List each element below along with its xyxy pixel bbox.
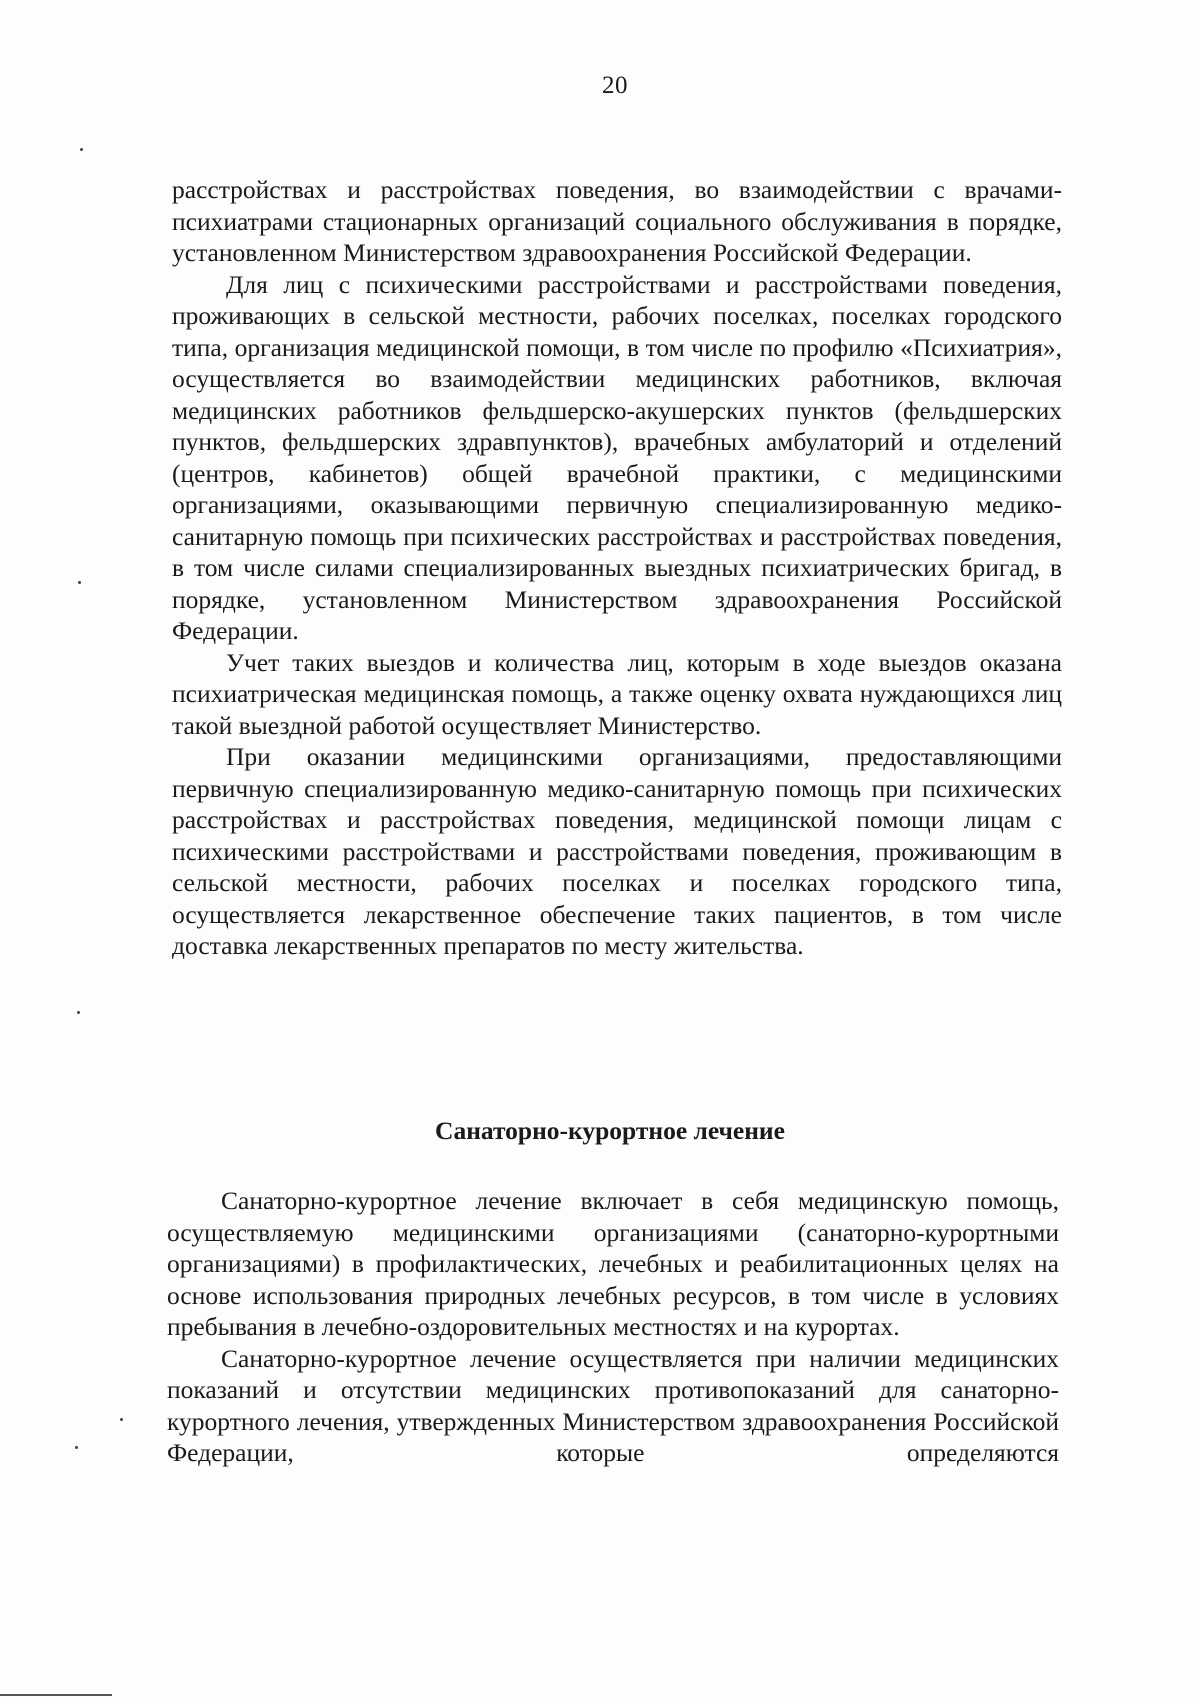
scan-speck <box>75 1446 78 1449</box>
page-number: 20 <box>602 72 628 99</box>
scan-speck <box>77 1011 80 1014</box>
scan-speck <box>78 581 81 584</box>
scan-speck <box>80 148 83 151</box>
paragraph-sanatorium-definition: Санаторно-курортное лечение включает в себя медицинскую помощь, осуществляемую медицинскими организациями (санаторно-курортными организациями) в профилактических, лечебных и реабилитационных целях на основе использования природных лечебных ресурсов, в том числе в условиях пребывания в лечебно-оздоровительных местностях и на курортах. <box>167 1186 1059 1341</box>
paragraph-sanatorium-indications: Санаторно-курортное лечение осуществляется при наличии медицинских показаний и отсутствии медицинских противопоказаний для санаторно-курортного лечения, утвержденных Министерством здравоохранения Российской Федерации, которые определяются <box>167 1343 1059 1467</box>
paragraph-visit-accounting: Учет таких выездов и количества лиц, которым в ходе выездов оказана психиатрическая медицинская помощь, а также оценку охвата нуждающихся лиц такой выездной работой осуществляет Министерство. <box>172 647 1062 740</box>
scan-speck <box>120 1418 123 1421</box>
section-heading: Санаторно-курортное лечение <box>435 1116 785 1145</box>
paragraph-drug-supply: При оказании медицинскими организациями, предоставляющими первичную специализированную медико-санитарную помощь при психических расстройствах и расстройствах поведения, медицинской помощи лицам с психическими расстройствами и расстройствами поведения, проживающим в сельской местности, рабочих поселках и поселках городского типа, осуществляется лекарственное обеспечение таких пациентов, в том числе доставка лекарственных препаратов по месту жительства. <box>172 742 1062 960</box>
paragraph-rural-care: Для лиц с психическими расстройствами и расстройствами поведения, проживающих в сельской местности, рабочих поселках, поселках городского типа, организация медицинской помощи, в том числе по профилю «Психиатрия», осуществляется во взаимодействии медицинских работников, включая медицинских работников фельдшерско-акушерских пунктов (фельдшерских пунктов, фельдшерских здравпунктов), врачебных амбулаторий и отделений (центров, кабинетов) общей врачебной практики, с медицинскими организациями, оказывающими первичную специализированную медико-санитарную помощь при психических расстройствах и расстройствах поведения, в том числе силами специализированных выездных психиатрических бригад, в порядке, установленном Министерством здравоохранения Российской Федерации. <box>172 269 1062 645</box>
paragraph-continuation: расстройствах и расстройствах поведения, во взаимодействии с врачами-психиатрами стационарных организаций социального обслуживания в порядке, установленном Министерством здравоохранения Российской Федерации. <box>172 175 1062 267</box>
body-text-bottom <box>167 1185 1059 1469</box>
body-text-top <box>172 174 1062 962</box>
scan-edge-line <box>0 1694 112 1696</box>
